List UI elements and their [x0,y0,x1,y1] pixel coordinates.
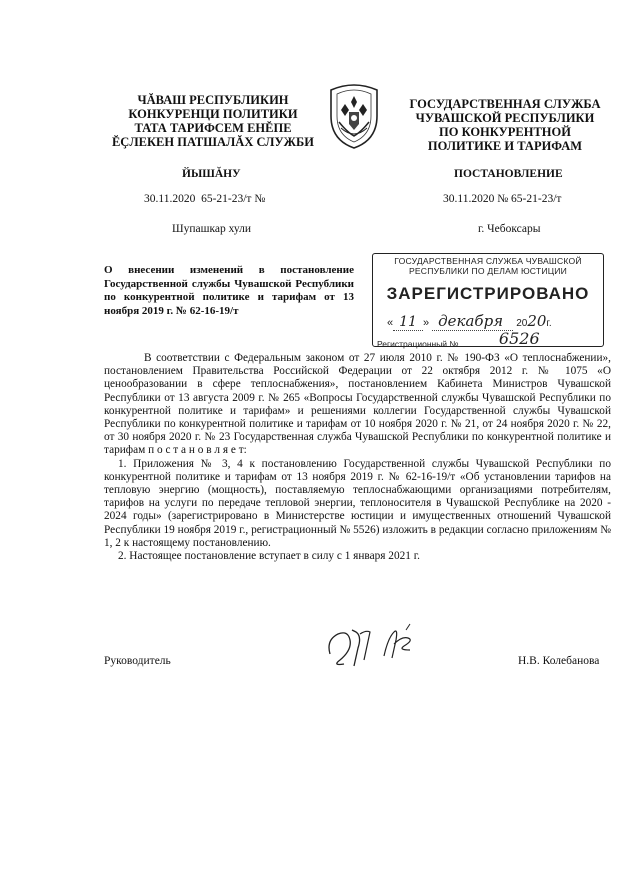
body-item-1: 1. Приложения № 3, 4 к постановлению Государственной службы Чувашской Республики по конкурентной политике и тарифам от 13 ноября 2019 г. № 62-16-19/т «Об установлении тарифов на тепловую энергию (мощность), поставляемую теплоснабжающими организациями потребителям, тарифов на услуги по передаче тепловой энергии, теплоносителя в Чувашской Республике на 2020 - 2024 годы» (зарегистрировано в Министерстве юстиции и имущественных отношений Чувашской Республики 19 ноября 2019 г., регистрационный № 5526) изложить в редакции согласно приложениям № 1, 2 к настоящему постановлению. [104,457,611,549]
stamp-day: 11 [393,314,423,331]
right-header-line-4: ПОЛИТИКЕ И ТАРИФАМ [427,139,583,153]
stamp-year-hand: 20 [527,312,547,330]
stamp-reg-label: Регистрационный № [377,339,459,349]
registration-stamp [372,253,604,347]
chuvash-emblem-icon [325,82,383,150]
left-header [88,93,338,149]
left-header-line-2: КОНКУРЕНЦИ ПОЛИТИКИ [128,107,298,121]
right-header-line-1: ГОСУДАРСТВЕННАЯ СЛУЖБА [409,97,601,111]
left-header-line-4: ĔҪЛЕКЕН ПАТШАЛĂХ СЛУЖБИ [111,135,315,149]
stamp-date-row: « 11 » декабря 2020г. [387,312,552,330]
stamp-year-suffix: г. [546,318,552,329]
left-header-line-1: ЧĂВАШ РЕСПУБЛИКИН [137,93,289,107]
body-preamble [104,352,611,458]
left-header-line-3: ТАТА ТАРИФСЕМ ЕНĔПЕ [134,121,292,135]
right-date-number: 30.11.2020 № 65-21-23/т [443,193,562,205]
preamble-text: В соответствии с Федеральным законом от 27 июля 2010 г. № 190-ФЗ «О теплоснабжении», постановлением Правительства Российской Федерации от 22 октября 2012 г. № 1075 «О ценообразовании в сфере теплоснабжения», постановлением Кабинета Министров Чувашской Республики от 13 августа 2009 г. № 265 «Вопросы Государственной службы Чувашской Республики по конкурентной политике и тарифам» и решениями коллегии Государственной службы Чувашской Республики по конкурентной политике и тарифам от 10 ноября 2020 г. № 21, от 24 ноября 2020 г. № 22, от 30 ноября 2020 г. № 23 Государственная служба Чувашской Республики по конкурентной политике и тарифам [104,352,611,457]
right-header-line-2: ЧУВАШСКОЙ РЕСПУБЛИКИ [415,111,595,125]
signature-position: Руководитель [104,655,171,667]
right-city: г. Чебоксары [478,223,541,235]
stamp-reg-number: 6526 [498,329,540,348]
right-header-line-3: ПО КОНКУРЕНТНОЙ [439,125,571,139]
signature-name: Н.В. Колебанова [518,655,600,667]
left-date-number: 30.11.2020 65-21-23/т № [144,193,266,205]
handwritten-signature [322,620,432,672]
stamp-line-1: ГОСУДАРСТВЕННАЯ СЛУЖБА ЧУВАШСКОЙ [394,256,582,266]
document-subject: О внесении изменений в постановление Государственной службы Чувашской Республики по конкурентной политике и тарифам от 13 ноября 2019 г. № 62-16-19/т [104,264,354,317]
right-doc-type: ПОСТАНОВЛЕНИЕ [454,168,563,180]
right-header [405,97,605,153]
left-city: Шупашкар хули [172,223,252,235]
body-item-2: 2. Настоящее постановление вступает в силу с 1 января 2021 г. [118,550,420,563]
decree-word: п о с т а н о в л я е т: [148,444,247,457]
left-doc-type: ЙЫШĂНУ [182,168,241,180]
stamp-month: декабря [432,312,513,331]
stamp-registered: ЗАРЕГИСТРИРОВАНО [386,284,590,303]
stamp-year-prefix: 20 [516,318,528,329]
stamp-line-2: РЕСПУБЛИКИ ПО ДЕЛАМ ЮСТИЦИИ [408,266,568,276]
document-body [104,352,611,563]
stamp-reg-row [377,329,540,351]
